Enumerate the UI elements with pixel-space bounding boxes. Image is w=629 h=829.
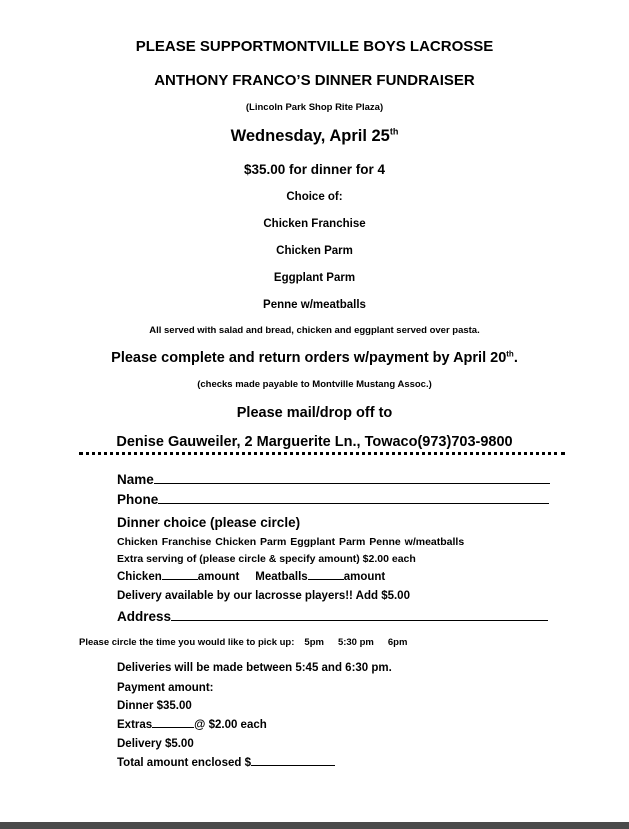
order-deadline-end: . xyxy=(513,350,518,366)
total-label: Total amount enclosed $ xyxy=(117,757,251,769)
delivery-price-line: Delivery $5.00 xyxy=(117,738,194,750)
menu-item: Eggplant Parm xyxy=(273,272,356,284)
event-date-text: Wednesday, April 25 xyxy=(230,127,390,145)
name-blank[interactable] xyxy=(154,482,550,484)
name-field[interactable] xyxy=(117,472,550,487)
deliveries-window: Deliveries will be made between 5:45 and 6:30 pm. xyxy=(117,662,392,674)
menu-note: All served with salad and bread, chicken and eggplant served over pasta. xyxy=(149,325,480,336)
dinner-choice-label: Dinner choice (please circle) xyxy=(117,515,301,530)
menu-item: Penne w/meatballs xyxy=(263,299,366,311)
address-field[interactable] xyxy=(117,609,548,624)
pickup-time-row xyxy=(79,637,407,648)
flyer-title-line1: PLEASE SUPPORTMONTVILLE BOYS LACROSSE xyxy=(135,38,494,55)
extras-line[interactable] xyxy=(117,719,267,731)
pickup-time-option[interactable]: 6pm xyxy=(387,637,408,648)
extras-blank[interactable] xyxy=(152,726,194,728)
pickup-time-option[interactable]: 5pm xyxy=(304,637,324,648)
event-location: (Lincoln Park Shop Rite Plaza) xyxy=(245,102,384,113)
address-blank[interactable] xyxy=(171,619,548,621)
extras-amount-row[interactable] xyxy=(117,571,385,583)
total-line[interactable] xyxy=(117,757,335,769)
meatballs-label: Meatballs xyxy=(255,571,308,583)
menu-item: Chicken Franchise xyxy=(263,218,366,230)
extras-price: @ $2.00 each xyxy=(194,719,267,731)
extra-serving-note: Extra serving of (please circle & specify amount) $2.00 each xyxy=(117,553,416,565)
amount-label: amount xyxy=(343,571,386,583)
order-deadline-suffix: th xyxy=(506,349,514,359)
event-date xyxy=(0,127,629,146)
meatballs-amount-blank[interactable] xyxy=(308,578,344,580)
name-label: Name xyxy=(117,472,154,487)
chicken-label: Chicken xyxy=(117,571,162,583)
dotted-divider xyxy=(79,452,565,455)
address-label: Address xyxy=(117,609,172,624)
dinner-price-line: Dinner $35.00 xyxy=(117,700,192,712)
checks-payable-note: (checks made payable to Montville Mustang Assoc.) xyxy=(197,379,432,390)
dinner-choice-options[interactable]: Chicken Franchise Chicken Parm Eggplant Parm Penne w/meatballs xyxy=(117,536,465,548)
delivery-note: Delivery available by our lacrosse players!! Add $5.00 xyxy=(117,590,410,602)
extras-label: Extras xyxy=(117,719,153,731)
phone-field[interactable] xyxy=(117,492,549,507)
flyer-title-line2: ANTHONY FRANCO’S DINNER FUNDRAISER xyxy=(154,72,475,89)
dinner-price: $35.00 for dinner for 4 xyxy=(243,162,386,177)
phone-label: Phone xyxy=(117,492,159,507)
total-blank[interactable] xyxy=(251,764,335,766)
menu-heading: Choice of: xyxy=(286,191,343,203)
menu-item: Chicken Parm xyxy=(276,245,353,257)
bottom-edge-bar xyxy=(0,822,629,829)
payment-label: Payment amount: xyxy=(117,682,214,694)
event-date-suffix: th xyxy=(389,126,399,137)
pickup-time-option[interactable]: 5:30 pm xyxy=(337,637,374,648)
order-deadline xyxy=(0,350,629,366)
amount-label: amount xyxy=(197,571,240,583)
phone-blank[interactable] xyxy=(158,502,549,504)
mail-label: Please mail/drop off to xyxy=(236,405,393,421)
order-deadline-text: Please complete and return orders w/payment by April 20 xyxy=(111,350,507,366)
pickup-prompt: Please circle the time you would like to pick up: xyxy=(79,637,295,648)
chicken-amount-blank[interactable] xyxy=(162,578,198,580)
contact-address: Denise Gauweiler, 2 Marguerite Ln., Towaco(973)703-9800 xyxy=(116,434,513,450)
